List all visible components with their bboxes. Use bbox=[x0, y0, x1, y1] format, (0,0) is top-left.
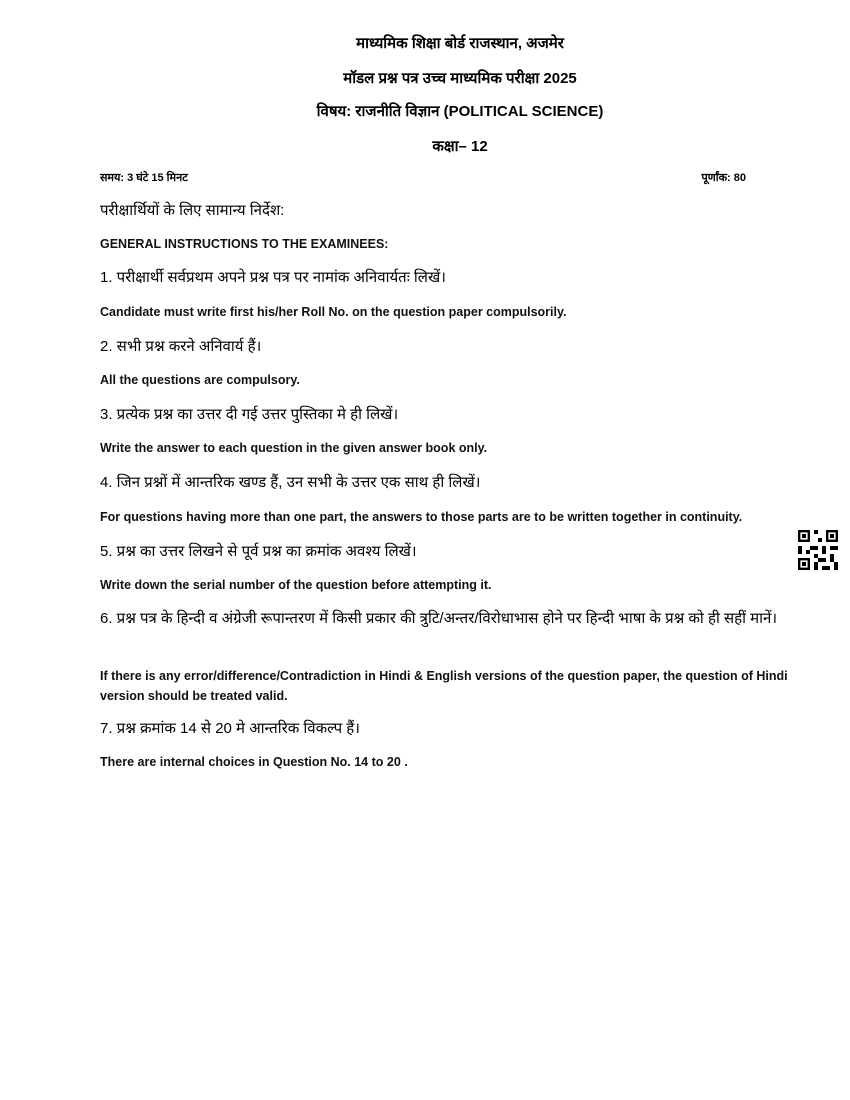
instruction-7-hindi: 7. प्रश्न क्रमांक 14 से 20 मे आन्तरिक विकल्प हैं। bbox=[100, 720, 360, 737]
instruction-6-hindi: 6. प्रश्न पत्र के हिन्दी व अंग्रेजी रूपान्तरण में किसी प्रकार की त्रुटि/अन्तर/विरोधाभास होने पर हिन्दी भाषा के प्रश्न को ही सहीं मानें। bbox=[100, 610, 778, 627]
instruction-5-english: Write down the serial number of the question before attempting it. bbox=[100, 578, 492, 592]
instruction-5-hindi: 5. प्रश्न का उत्तर लिखने से पूर्व प्रश्न का क्रमांक अवश्य लिखें। bbox=[100, 543, 417, 560]
qr-code-icon bbox=[798, 530, 838, 570]
instruction-3-english: Write the answer to each question in the given answer book only. bbox=[100, 441, 488, 455]
instruction-4-english: For questions having more than one part, the answers to those parts are to be written together in continuity. bbox=[100, 510, 743, 524]
instruction-1-english: Candidate must write first his/her Roll No. on the question paper compulsorily. bbox=[100, 305, 567, 319]
marks-label: पूर्णांक: 80 bbox=[701, 172, 746, 184]
exam-title: मॉडल प्रश्न पत्र उच्च माध्यमिक परीक्षा 2025 bbox=[343, 70, 577, 87]
instruction-7-english: There are internal choices in Question No. 14 to 20 . bbox=[100, 755, 408, 769]
instruction-3-hindi: 3. प्रत्येक प्रश्न का उत्तर दी गई उत्तर पुस्तिका मे ही लिखें। bbox=[100, 406, 399, 423]
time-label: समय: 3 घंटे 15 मिनट bbox=[100, 172, 188, 184]
class-title: कक्षा– 12 bbox=[432, 138, 488, 155]
instructions-heading-english: GENERAL INSTRUCTIONS TO THE EXAMINEES: bbox=[100, 237, 389, 251]
instruction-2-hindi: 2. सभी प्रश्न करने अनिवार्य हैं। bbox=[100, 338, 262, 355]
instruction-6-english: If there is any error/difference/Contradiction in Hindi & English versions of the question paper, the question of Hindi version should be treated valid. bbox=[100, 669, 788, 703]
board-title: माध्यमिक शिक्षा बोर्ड राजस्थान, अजमेर bbox=[356, 35, 564, 52]
instruction-4-hindi: 4. जिन प्रश्नों में आन्तरिक खण्ड हैं, उन सभी के उत्तर एक साथ ही लिखें। bbox=[100, 474, 481, 491]
subject-title: विषय: राजनीति विज्ञान (POLITICAL SCIENCE) bbox=[316, 103, 604, 120]
instructions-heading-hindi: परीक्षार्थियों के लिए सामान्य निर्देश: bbox=[100, 202, 285, 219]
instruction-1-hindi: 1. परीक्षार्थी सर्वप्रथम अपने प्रश्न पत्र पर नामांक अनिवार्यतः लिखें। bbox=[100, 269, 446, 286]
instruction-2-english: All the questions are compulsory. bbox=[100, 373, 300, 387]
